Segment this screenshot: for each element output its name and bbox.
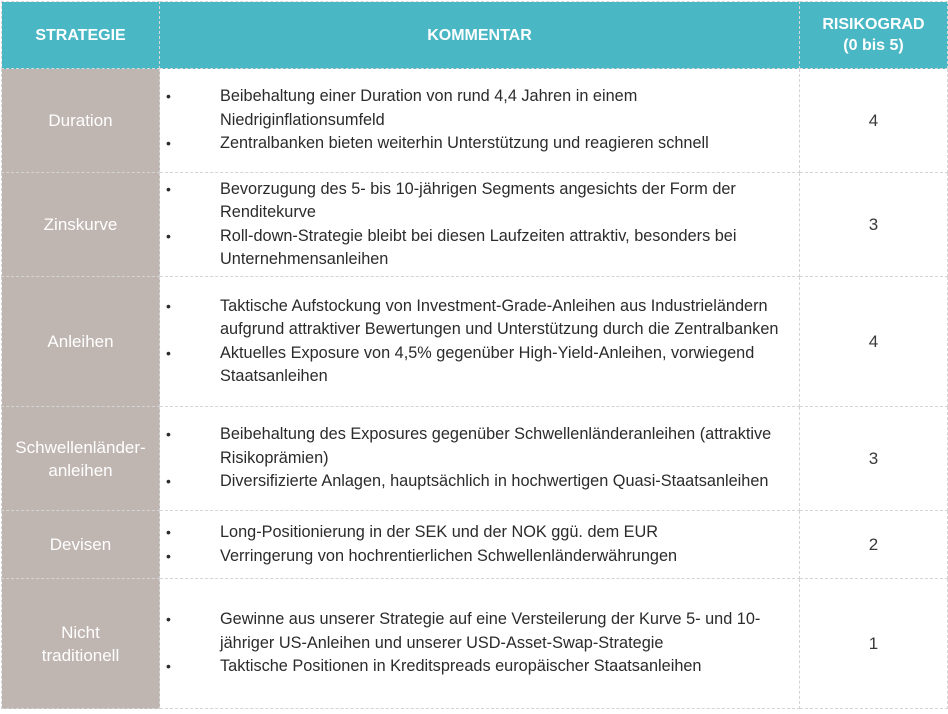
comment-item (164, 178, 795, 225)
comment-text: Taktische Aufstockung von Investment-Grade-Anleihen aus Industrieländern aufgrund attraktiver Bewertungen und Unterstützung durch die Zentralbanken (220, 296, 779, 338)
strategy-name: Nicht (61, 622, 100, 642)
strategy-name: Devisen (49, 535, 112, 554)
comment-cell (160, 511, 800, 579)
comment-text: Beibehaltung des Exposures gegenüber Schwellenländeranleihen (attraktive Risikoprämien) (220, 425, 772, 467)
comment-list (164, 295, 795, 389)
comment-list (164, 85, 795, 156)
comment-text: Zentralbanken bieten weiterhin Unterstützung und reagieren schnell (220, 134, 709, 153)
strategy-name: Duration (48, 111, 113, 130)
strategy-name-cell (2, 277, 160, 407)
bullet-icon: • (166, 344, 171, 361)
header-risikograd (800, 2, 948, 69)
strategy-name-cell (2, 173, 160, 277)
comment-item (164, 225, 795, 272)
table-row (2, 407, 948, 511)
strategy-name-cell (2, 579, 160, 709)
bullet-icon: • (166, 227, 171, 244)
comment-text: Taktische Positionen in Kreditspreads europäischer Staatsanleihen (220, 657, 702, 676)
comment-list (164, 521, 795, 568)
comment-text: Verringerung von hochrentierlichen Schwellenländerwährungen (220, 546, 678, 565)
header-kommentar: KOMMENTAR (160, 2, 800, 69)
strategy-name-cell (2, 407, 160, 511)
bullet-icon: • (166, 611, 171, 628)
comment-text: Aktuelles Exposure von 4,5% gegenüber High-Yield-Anleihen, vorwiegend Staatsanleihen (220, 343, 755, 385)
risk-grade: 4 (800, 69, 948, 173)
bullet-icon: • (166, 426, 171, 443)
comment-text: Bevorzugung des 5- bis 10-jährigen Segments angesichts der Form der Renditekurve (220, 179, 736, 221)
comment-cell (160, 579, 800, 709)
comment-item (164, 423, 795, 470)
comment-list (164, 423, 795, 494)
bullet-icon: • (166, 473, 171, 490)
header-risikograd-title: RISIKOGRAD (822, 16, 925, 33)
comment-item (164, 295, 795, 342)
bullet-icon: • (166, 547, 171, 564)
header-row (2, 2, 948, 69)
table-row (2, 579, 948, 709)
strategy-name: anleihen (48, 460, 113, 480)
comment-item (164, 342, 795, 389)
comment-text: Diversifizierte Anlagen, hauptsächlich in hochwertigen Quasi-Staatsanleihen (220, 472, 769, 491)
header-risikograd-range: (0 bis 5) (843, 37, 904, 54)
strategy-name: Anleihen (47, 332, 114, 351)
strategy-name-cell (2, 69, 160, 173)
comment-cell (160, 173, 800, 277)
comment-item (164, 545, 795, 569)
strategy-name-cell (2, 511, 160, 579)
table-row (2, 277, 948, 407)
strategy-name: Schwellenländer- (15, 437, 146, 457)
comment-item (164, 132, 795, 156)
comment-list (164, 178, 795, 272)
comment-item (164, 85, 795, 132)
table-row (2, 69, 948, 173)
risk-grade: 3 (800, 407, 948, 511)
risk-grade: 4 (800, 277, 948, 407)
comment-text: Long-Positionierung in der SEK und der NOK ggü. dem EUR (220, 523, 659, 541)
comment-item (164, 521, 795, 545)
strategy-name: Zinskurve (43, 215, 118, 234)
comment-item (164, 470, 795, 494)
bullet-icon: • (166, 297, 171, 314)
strategy-table (1, 1, 948, 709)
bullet-icon: • (166, 88, 171, 105)
table-body (2, 69, 948, 709)
comment-list (164, 608, 795, 679)
bullet-icon: • (166, 180, 171, 197)
bullet-icon: • (166, 524, 171, 540)
table-row (2, 173, 948, 277)
bullet-icon: • (166, 135, 171, 152)
comment-text: Roll-down-Strategie bleibt bei diesen Laufzeiten attraktiv, besonders bei Unternehmensanleihen (220, 226, 737, 268)
risk-grade: 3 (800, 173, 948, 277)
risk-grade: 1 (800, 579, 948, 709)
comment-cell (160, 277, 800, 407)
risk-grade: 2 (800, 511, 948, 579)
comment-text: Beibehaltung einer Duration von rund 4,4 Jahren in einem Niedriginflationsumfeld (220, 87, 638, 129)
comment-item (164, 655, 795, 679)
comment-item (164, 608, 795, 655)
comment-cell (160, 407, 800, 511)
bullet-icon: • (166, 658, 171, 675)
header-strategie: STRATEGIE (2, 2, 160, 69)
strategy-name: traditionell (41, 645, 120, 665)
comment-cell (160, 69, 800, 173)
table-row (2, 511, 948, 579)
comment-text: Gewinne aus unserer Strategie auf eine Versteilerung der Kurve 5- und 10-jähriger US-Anleihen und unserer USD-Asset-Swap-Strategie (220, 610, 761, 652)
